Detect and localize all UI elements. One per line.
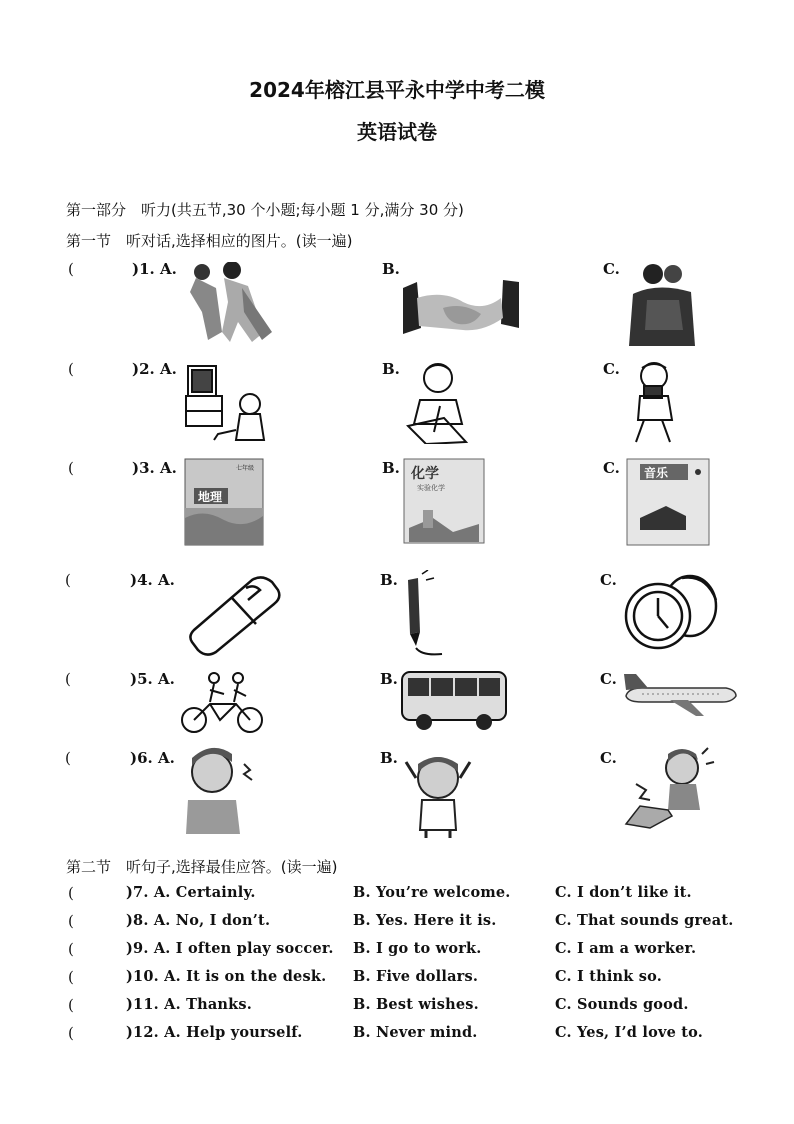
handshake-image[interactable] [403, 268, 519, 344]
option-a[interactable]: )9. A. I often play soccer. [126, 940, 334, 957]
option-a[interactable]: )7. A. Certainly. [126, 884, 256, 901]
answer-paren[interactable]: ( [68, 996, 74, 1014]
answer-paren[interactable]: ( [65, 571, 71, 589]
option-c[interactable]: C. I think so. [555, 968, 663, 985]
option-c-label: C. [600, 571, 617, 589]
bowing-people-image[interactable] [182, 262, 278, 346]
music-book-image[interactable] [626, 458, 710, 546]
option-b-label: B. [380, 571, 398, 589]
option-c[interactable]: C. I am a worker. [555, 940, 697, 957]
boy-writing-image[interactable] [404, 360, 470, 444]
option-b[interactable]: B. Best wishes. [353, 996, 479, 1013]
question-number: )5. A. [130, 670, 175, 688]
exam-title: 2024年榕江县平永中学中考二模 [249, 78, 545, 102]
hug-image[interactable] [627, 260, 697, 346]
section2-heading: 第二节 听句子,选择最佳应答。(读一遍) [66, 858, 338, 876]
option-b[interactable]: B. Five dollars. [353, 968, 479, 985]
hurt-leg-boy-image[interactable] [620, 744, 718, 834]
answer-paren[interactable]: ( [68, 940, 74, 958]
option-c[interactable]: C. That sounds great. [555, 912, 734, 929]
crayon-image[interactable] [398, 570, 446, 658]
option-a[interactable]: )10. A. It is on the desk. [126, 968, 327, 985]
answer-paren[interactable]: ( [68, 459, 74, 477]
option-c[interactable]: C. I don’t like it. [555, 884, 692, 901]
option-b-label: B. [382, 360, 400, 378]
option-b-label: B. [380, 670, 398, 688]
answer-paren[interactable]: ( [68, 360, 74, 378]
eraser-image[interactable] [186, 572, 284, 656]
option-b-label: B. [380, 749, 398, 767]
option-b-label: B. [382, 459, 400, 477]
question-number: )4. A. [130, 571, 175, 589]
boy-watching-tv-image[interactable] [184, 360, 272, 444]
answer-paren[interactable]: ( [68, 968, 74, 986]
book-grade: 七年级 [236, 465, 255, 472]
option-c-label: C. [603, 260, 620, 278]
question-number: )1. A. [132, 260, 177, 278]
chemistry-book-image[interactable] [403, 458, 485, 544]
boy-taking-photo-image[interactable] [626, 358, 684, 446]
option-c-label: C. [600, 670, 617, 688]
book-subtitle: 实验化学 [417, 484, 445, 492]
coins-image[interactable] [620, 570, 720, 656]
toothache-boy-image[interactable] [182, 744, 258, 834]
answer-paren[interactable]: ( [65, 670, 71, 688]
option-b[interactable]: B. Never mind. [353, 1024, 478, 1041]
tandem-bicycle-image[interactable] [180, 668, 264, 734]
headache-boy-image[interactable] [400, 748, 476, 838]
answer-paren[interactable]: ( [65, 749, 71, 767]
bus-image[interactable] [400, 668, 510, 732]
option-c-label: C. [600, 749, 617, 767]
answer-paren[interactable]: ( [68, 912, 74, 930]
book-title: 音乐 [644, 466, 669, 480]
exam-subtitle: 英语试卷 [357, 120, 437, 144]
question-number: )6. A. [130, 749, 175, 767]
part1-heading: 第一部分 听力(共五节,30 个小题;每小题 1 分,满分 30 分) [66, 201, 464, 219]
option-b[interactable]: B. I go to work. [353, 940, 482, 957]
option-a[interactable]: )12. A. Help yourself. [126, 1024, 303, 1041]
option-c[interactable]: C. Yes, I’d love to. [555, 1024, 704, 1041]
option-b[interactable]: B. You’re welcome. [353, 884, 511, 901]
geography-book-image[interactable] [184, 458, 264, 546]
answer-paren[interactable]: ( [68, 260, 74, 278]
option-c-label: C. [603, 459, 620, 477]
option-a[interactable]: )8. A. No, I don’t. [126, 912, 271, 929]
option-a[interactable]: )11. A. Thanks. [126, 996, 253, 1013]
book-title: 地理 [198, 490, 223, 504]
section1-heading: 第一节 听对话,选择相应的图片。(读一遍) [66, 232, 353, 250]
option-b[interactable]: B. Yes. Here it is. [353, 912, 497, 929]
answer-paren[interactable]: ( [68, 884, 74, 902]
option-b-label: B. [382, 260, 400, 278]
answer-paren[interactable]: ( [68, 1024, 74, 1042]
option-c-label: C. [603, 360, 620, 378]
airplane-image[interactable] [622, 670, 738, 720]
book-title: 化学 [411, 466, 439, 482]
question-number: )2. A. [132, 360, 177, 378]
option-c[interactable]: C. Sounds good. [555, 996, 689, 1013]
question-number: )3. A. [132, 459, 177, 477]
